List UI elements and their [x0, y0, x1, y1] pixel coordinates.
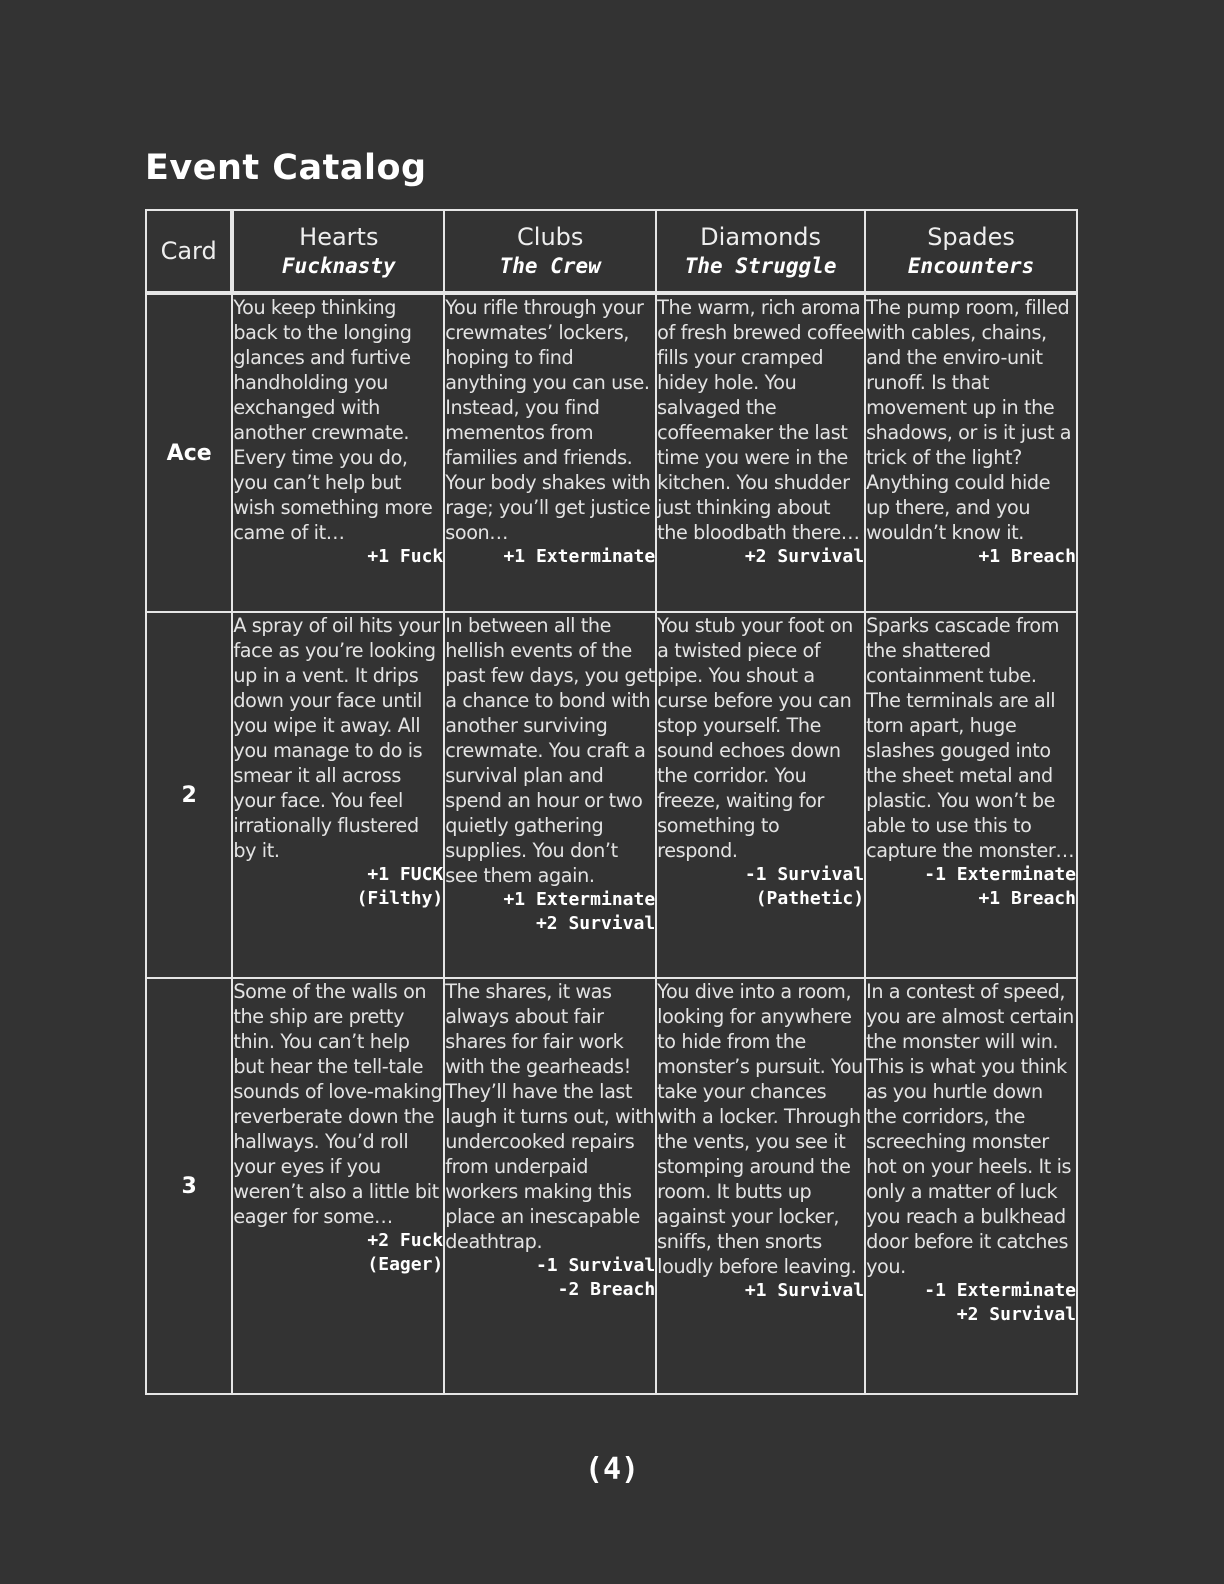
table-row — [146, 612, 1077, 978]
hearts-column-header — [232, 210, 444, 293]
event-cell-clubs — [444, 978, 656, 1394]
effect-label: +1 Exterminate — [503, 889, 656, 910]
effect-label: -1 Exterminate — [924, 1280, 1076, 1301]
event-text: Some of the walls on the ship are pretty thin. You can’t help but hear the tell-tale sounds of love-making reverberate down the hallways. You’d roll your eyes if you weren’t also a little bit eager for some… — [233, 980, 443, 1228]
table-row — [146, 978, 1077, 1394]
event-cell-spades — [865, 978, 1077, 1394]
event-text: You dive into a room, looking for anywhere to hide from the monster’s pursuit. You take your chances with a locker. Through the vents, you see it stomping around the room. It butts up against your locker, sniffs, then snorts loudly before leaving. — [657, 980, 863, 1278]
effect-label: +1 Breach — [978, 546, 1076, 567]
theme-label: The Crew — [499, 253, 601, 278]
effect-label: -1 Exterminate — [924, 864, 1076, 885]
suit-label: Hearts — [299, 222, 379, 251]
card-column-label: Card — [160, 236, 217, 265]
effect-label: (Eager) — [367, 1254, 444, 1275]
event-text: In a contest of speed, you are almost certain the monster will win. This is what you think as you hurtle down the corridors, the screeching monster hot on your heels. It is only a matter of luck you reach a bulkhead door before it catches you. — [866, 980, 1074, 1278]
effect-label: +2 Survival — [956, 1304, 1076, 1325]
card-value: Ace — [146, 293, 232, 612]
page-title: Event Catalog — [145, 148, 427, 188]
effect-label: +1 Breach — [978, 888, 1076, 909]
event-catalog-table — [145, 209, 1078, 1395]
theme-label: The Struggle — [684, 253, 837, 278]
event-text: Sparks cascade from the shattered containment tube. The terminals are all torn apart, huge slashes gouged into the sheet metal and plastic. You won’t be able to use this to capture the monster… — [866, 614, 1075, 862]
event-cell-diamonds — [656, 293, 865, 612]
effect-label: -1 Survival — [744, 864, 865, 885]
effect-label: -2 Breach — [557, 1279, 656, 1300]
event-cell-clubs — [444, 293, 656, 612]
card-value: 2 — [146, 612, 232, 978]
diamonds-column-header — [656, 210, 865, 293]
page-number: (4) — [584, 1452, 640, 1487]
suit-label: Diamonds — [700, 222, 822, 251]
event-cell-diamonds — [656, 612, 865, 978]
event-cell-spades — [865, 612, 1077, 978]
event-cell-clubs — [444, 612, 656, 978]
effect-label: (Filthy) — [356, 888, 444, 909]
effect-label: +1 Survival — [744, 1280, 865, 1301]
event-cell-hearts — [232, 293, 444, 612]
event-text: The shares, it was always about fair shares for fair work with the gearheads! They’ll have the last laugh it turns out, with undercooked repairs from underpaid workers making this place an inescapable deathtrap. — [445, 980, 655, 1253]
event-text: A spray of oil hits your face as you’re looking up in a vent. It drips down your face until you wipe it away. All you manage to do is smear it all across your face. You feel irrationally flustered by it. — [233, 614, 440, 862]
theme-label: Fucknasty — [281, 253, 396, 278]
effect-label: (Pathetic) — [755, 888, 865, 909]
card-value: 3 — [146, 978, 232, 1394]
event-text: The warm, rich aroma of fresh brewed coffee fills your cramped hidey hole. You salvaged the coffeemaker the last time you were in the kitchen. You shudder just thinking about the bloodbath there… — [657, 296, 864, 544]
effect-label: +1 Exterminate — [503, 546, 656, 567]
event-cell-hearts — [232, 612, 444, 978]
effect-label: +2 Survival — [744, 546, 865, 567]
event-cell-hearts — [232, 978, 444, 1394]
event-text: You keep thinking back to the longing glances and furtive handholding you exchanged with another crewmate. Every time you do, you can’t help but wish something more came of it… — [233, 296, 433, 544]
effect-label: -1 Survival — [535, 1255, 656, 1276]
suit-label: Spades — [927, 222, 1015, 251]
card-column-header — [146, 210, 232, 293]
event-text: The pump room, filled with cables, chains, and the enviro-unit runoff. Is that movement up in the shadows, or is it just a trick of the light? Anything could hide up there, and you wouldn’t know it. — [866, 296, 1072, 544]
effect-label: +2 Survival — [535, 913, 656, 934]
effect-label: +2 Fuck — [367, 1230, 444, 1251]
event-text: You stub your foot on a twisted piece of pipe. You shout a curse before you can stop yourself. The sound echoes down the corridor. You freeze, waiting for something to respond. — [657, 614, 853, 862]
effect-label: +1 Fuck — [367, 546, 444, 567]
table-row — [146, 293, 1077, 612]
event-cell-diamonds — [656, 978, 865, 1394]
clubs-column-header — [444, 210, 656, 293]
spades-column-header — [865, 210, 1077, 293]
effect-label: +1 FUCK — [367, 864, 444, 885]
event-cell-spades — [865, 293, 1077, 612]
event-text: In between all the hellish events of the past few days, you get a chance to bond with another surviving crewmate. You craft a survival plan and spend an hour or two quietly gathering supplies. You don’t see them again. — [445, 614, 655, 887]
table-header-row — [146, 210, 1077, 293]
suit-label: Clubs — [517, 222, 584, 251]
theme-label: Encounters — [907, 253, 1035, 278]
event-text: You rifle through your crewmates’ lockers, hoping to find anything you can use. Instead, you find mementos from families and friends. Your body shakes with rage; you’ll get justice soon… — [445, 296, 651, 544]
